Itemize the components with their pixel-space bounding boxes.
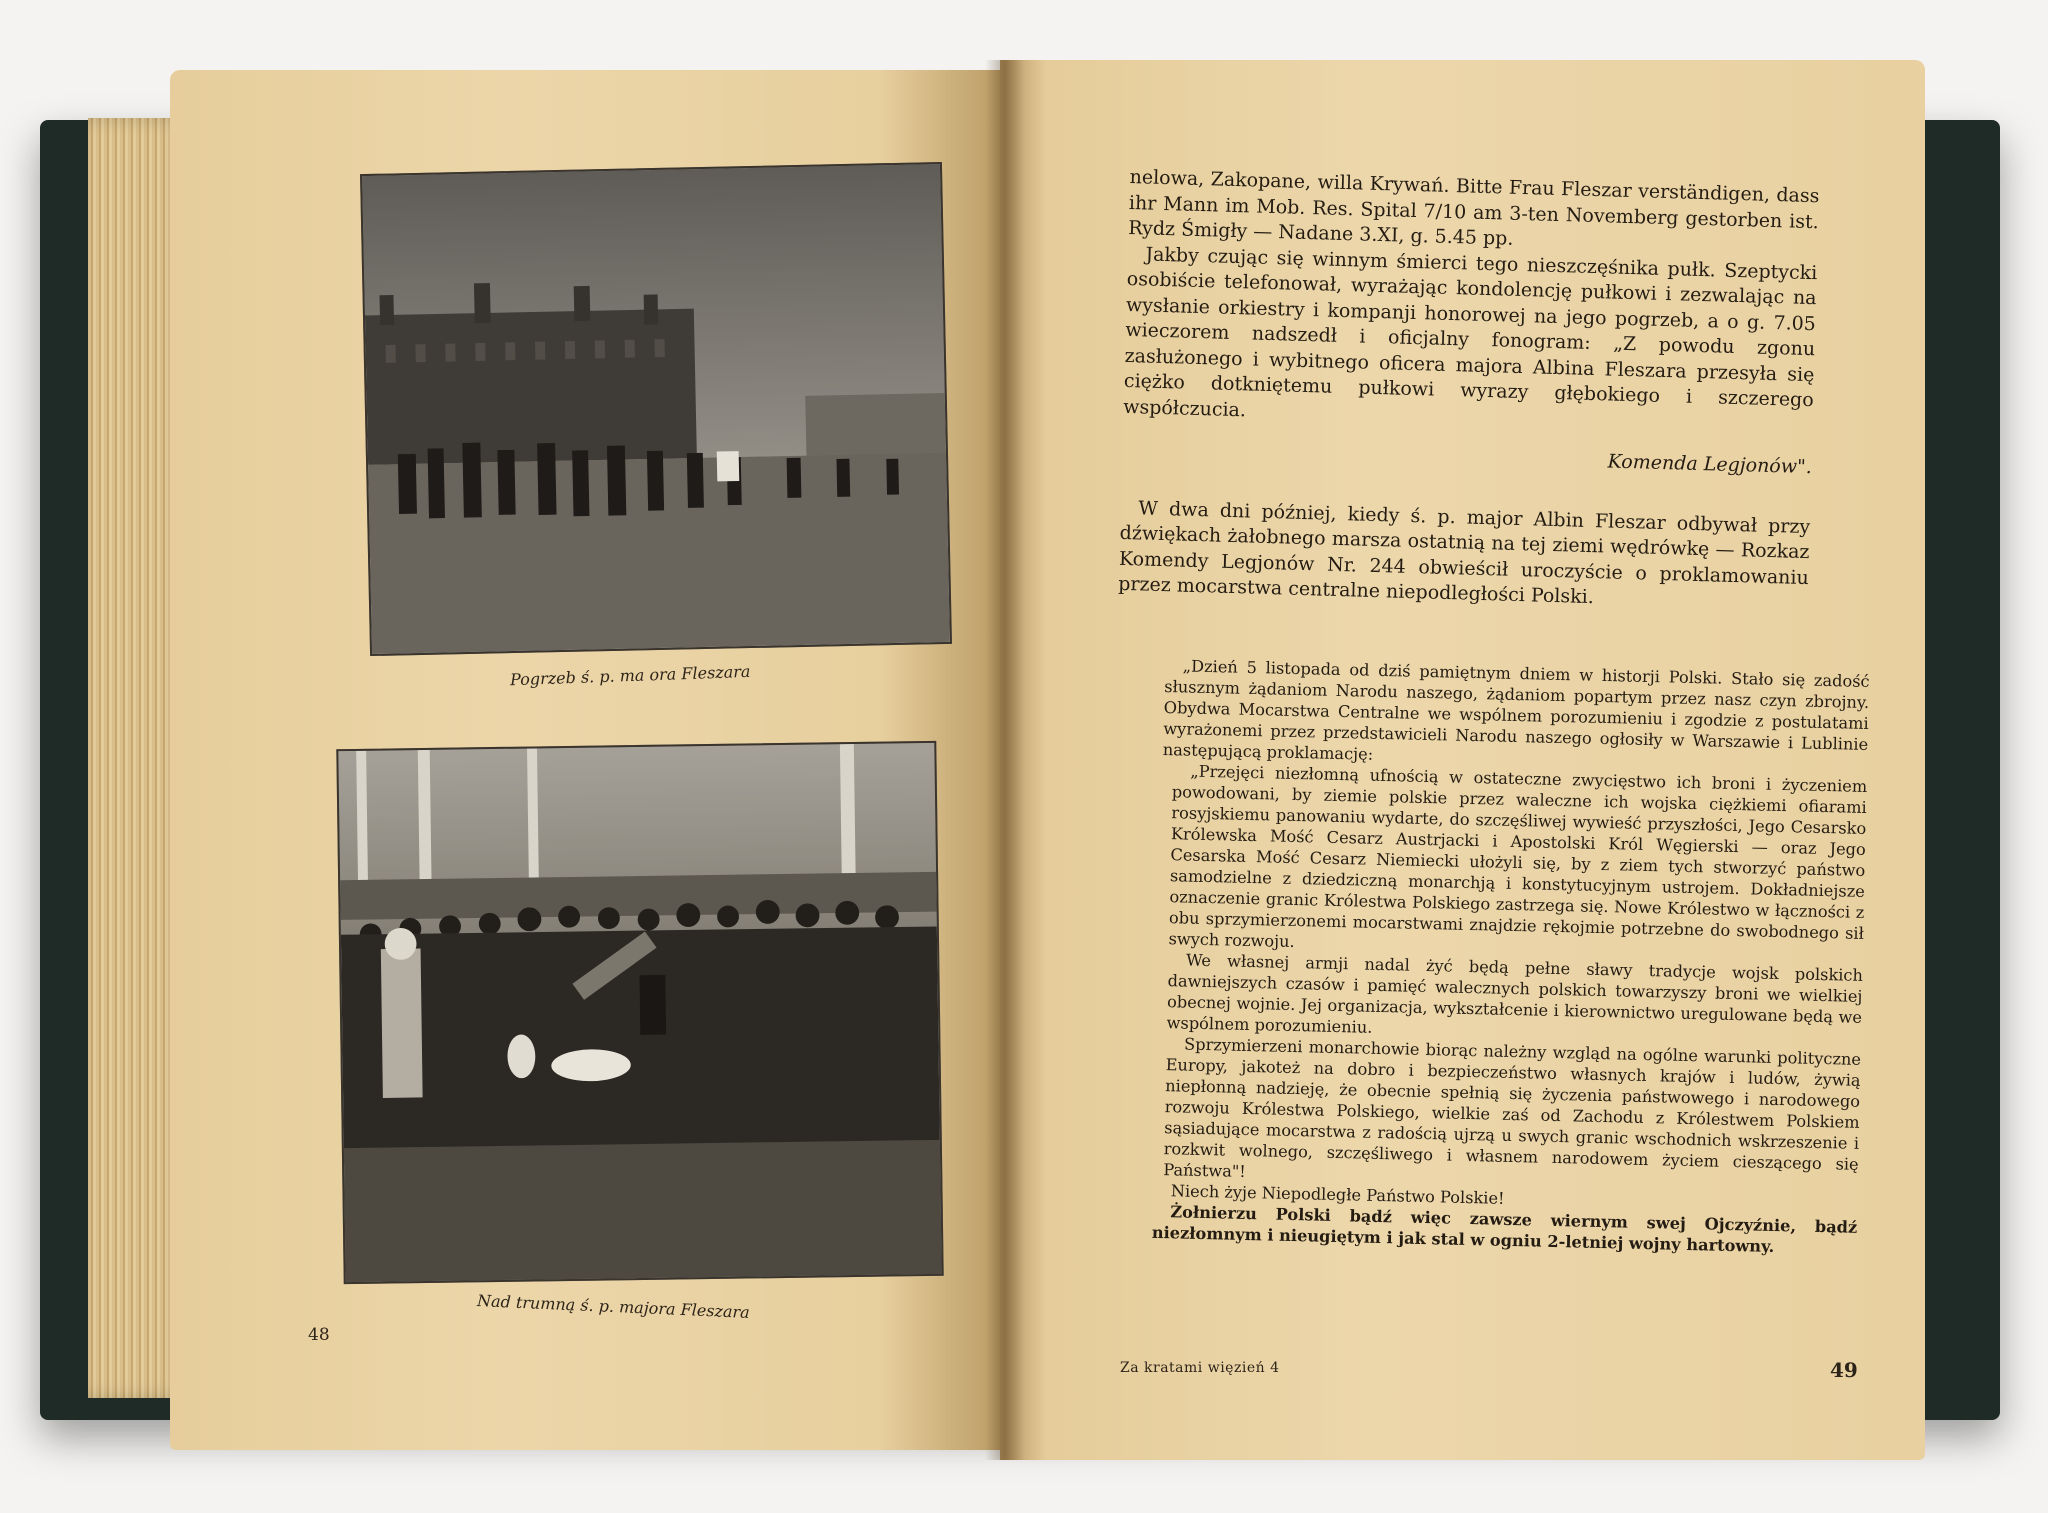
funeral-procession-photo xyxy=(360,162,952,656)
quote-paragraph-5: Żołnierzu Polski bądź więc zawsze wiernym swej Ojczyźnie, bądź niezłomnym i nieugiętym i jak stal w ogniu 2-letniej wojny hartowny. xyxy=(1151,1202,1858,1256)
quote-paragraph-3: Sprzymierzeni monarchowie biorąc należny wzgląd na ogólne warunki polityczne Europy, jakoteż na dobro i bezpieczeństwo własnych krajów i ludów, żywią niepłonną nadzieję, że obecnie spełnią się życzenia państwowego i narodowego rozwoju Królestwa Polskiego, wielkie zaś od Zachodu z Królestwem Polskiem sąsiadujące mocarstwa z radością ujrzą u swych granic wschodnich wskrzeszenie i rozkwit wolnego, szczęśliwego i własnem narodowem życiem cieszącego się Państwa"! xyxy=(1163,1034,1862,1181)
coffin-ceremony-photo xyxy=(336,741,943,1284)
quote-paragraph-1: „Przejęci niezłomną ufnością w ostateczne zwycięstwo ich broni i życzeniem powodowani, by ziemie polskie przez waleczne ich wojska ciężkiemi ofiarami rosyjskiemu panowaniu wydarte, do szczęśliwej wywieść przyszłości, Jego Cesarsko Królewska Mość Cesarz Austrjacki i Apostolski Król Węgierski — oraz Jego Cesarska Mość Cesarz Niemiecki ułożyli się, by z ziem tych stworzyć państwo samodzielne z dziedziczną monarchją i konstytucyjnym ustrojem. Dokładniejsze oznaczenie granic Królestwa Polskiego zastrzega się. Nowe Królestwo w łączności z obu sprzymierzonemi mocarstwami znajdzie rękojmie potrzebne do swobodnego sił swych rozwoju. xyxy=(1168,761,1868,952)
paragraph-condolence: Jakby czując się winnym śmierci tego nieszczęśnika pułk. Szeptycki osobiście telefonował, wyrażając kondolencję pułkowi i zezwalając na wysłanie orkiestry i kompanji honorowej na jego pogrzeb, a o g. 7.05 wieczorem nadszedł i oficjalny fonogram: „Z powodu zgonu zasłużonego i wybitnego oficera majora Albina Fleszara przesyła się ciężko dotkniętemu pułkowi wyrazy głębokiego i szczerego współczucia. xyxy=(1122,242,1818,421)
page-number-left: 48 xyxy=(308,1325,330,1345)
page-number-right: 49 xyxy=(1830,1358,1858,1382)
book-gutter xyxy=(985,60,1025,1460)
legion-command-signature: Komenda Legjonów". xyxy=(1607,450,1813,479)
intro-paragraph: nelowa, Zakopane, willa Krywań. Bitte Frau Fleszar verständigen, dass ihr Mann im Mob. Res. Spital 7/10 am 3-ten Novemberg gestorben ist. Rydz Śmigły — Nadane 3.XI, g. 5.45 pp. xyxy=(1127,165,1820,250)
proclamation-quote xyxy=(1152,655,1870,1259)
body-text xyxy=(1118,165,1820,617)
quote-intro: „Dzień 5 listopada od dziś pamiętnym dniem w historji Polski. Stało się zadość słusznym żądaniom Narodu naszego, żądaniom popartym przez nasz czyn zbrojny. Obydwa Mocarstwa Centralne we wspólnem porozumieniu i zgodzie z postulatami wyrażonemi przez przedstawicieli Narodu naszego ogłosiły w Warszawie i Lublinie następującą proklamację: xyxy=(1162,656,1870,764)
photo-caption-bottom: Nad trumną ś. p. majora Fleszara xyxy=(476,1291,751,1322)
quote-paragraph-4: Niech żyje Niepodległe Państwo Polskie! xyxy=(1170,1181,1505,1208)
paragraph-proclamation: W dwa dni później, kiedy ś. p. major Albin Fleszar odbywał przy dźwiękach żałobnego marsza ostatnią na tej ziemi wędrówkę — Rozkaz Komendy Legjonów Nr. 244 obwieścił uroczyście o proklamowaniu przez mocarstwa centralne niepodległości Polski. xyxy=(1117,496,1811,609)
printer-signature: Za kratami więzień 4 xyxy=(1120,1360,1280,1376)
quote-paragraph-2: We własnej armji nadal żyć będą pełne sławy tradycje wojsk polskich dawniejszych czasów i pamięć walecznych polskich towarzyszy broni we wielkiej obecnej wojnie. Jej organizacja, wykształcenie i kierownictwo uregulowane będą we wspólnem porozumieniu. xyxy=(1166,950,1864,1037)
photo-caption-top: Pogrzeb ś. p. ma ora Fleszara xyxy=(509,661,751,690)
